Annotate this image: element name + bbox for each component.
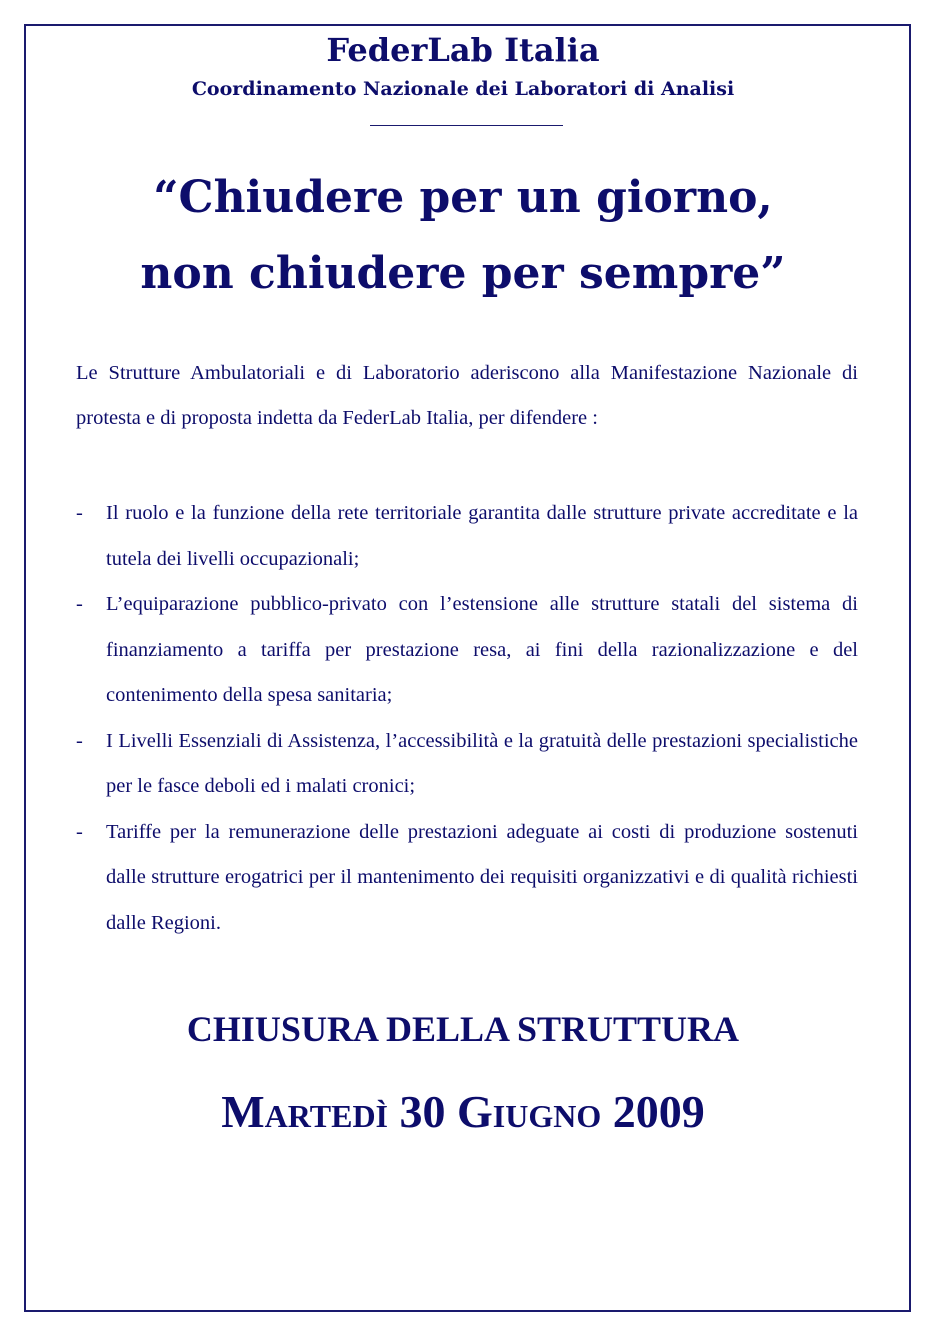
demand-item [76,582,858,719]
slogan [0,160,926,312]
closure-heading: CHIUSURA DELLA STRUTTURA [186,1009,740,1049]
demand-text: L’equiparazione pubblico-privato con l’estensione alle strutture statali del sistema di finanziamento a tariffa per prestazione resa, ai fini della razionalizzazione e del contenimento della spesa sanitaria; [106,593,858,706]
list-dash: - [76,729,83,752]
demand-text: Tariffe per la remunerazione delle prestazioni adeguate ai costi di produzione sostenuti dalle strutture erogatrici per il mantenimento dei requisiti organizzativi e di qualità richiesti dalle Regioni. [106,820,858,934]
organization-name: FederLab Italia [326,31,600,69]
demand-item [76,810,858,947]
slogan-line-1: “Chiudere per un giorno, [153,172,773,223]
header-separator [370,125,563,126]
closure-date: Martedì 30 Giugno 2009 [221,1086,705,1137]
slogan-line-2: non chiudere per sempre” [140,248,786,299]
demand-text: Il ruolo e la funzione della rete territoriale garantita dalle strutture private accreditate e la tutela dei livelli occupazionali; [106,502,858,570]
demand-text: I Livelli Essenziali di Assistenza, l’accessibilità e la gratuità delle prestazioni specialistiche per le fasce deboli ed i malati cronici; [106,729,858,797]
demands-list [76,491,858,946]
organization-subtitle: Coordinamento Nazionale dei Laboratori di Analisi [191,78,735,100]
demand-item [76,491,858,582]
intro-paragraph: Le Strutture Ambulatoriali e di Laboratorio aderiscono alla Manifestazione Nazionale di protesta e di proposta indetta da FederLab Italia, per difendere : [76,362,858,429]
list-dash: - [76,502,83,524]
list-dash: - [76,820,83,843]
list-dash: - [76,593,83,615]
demand-item [76,719,858,810]
